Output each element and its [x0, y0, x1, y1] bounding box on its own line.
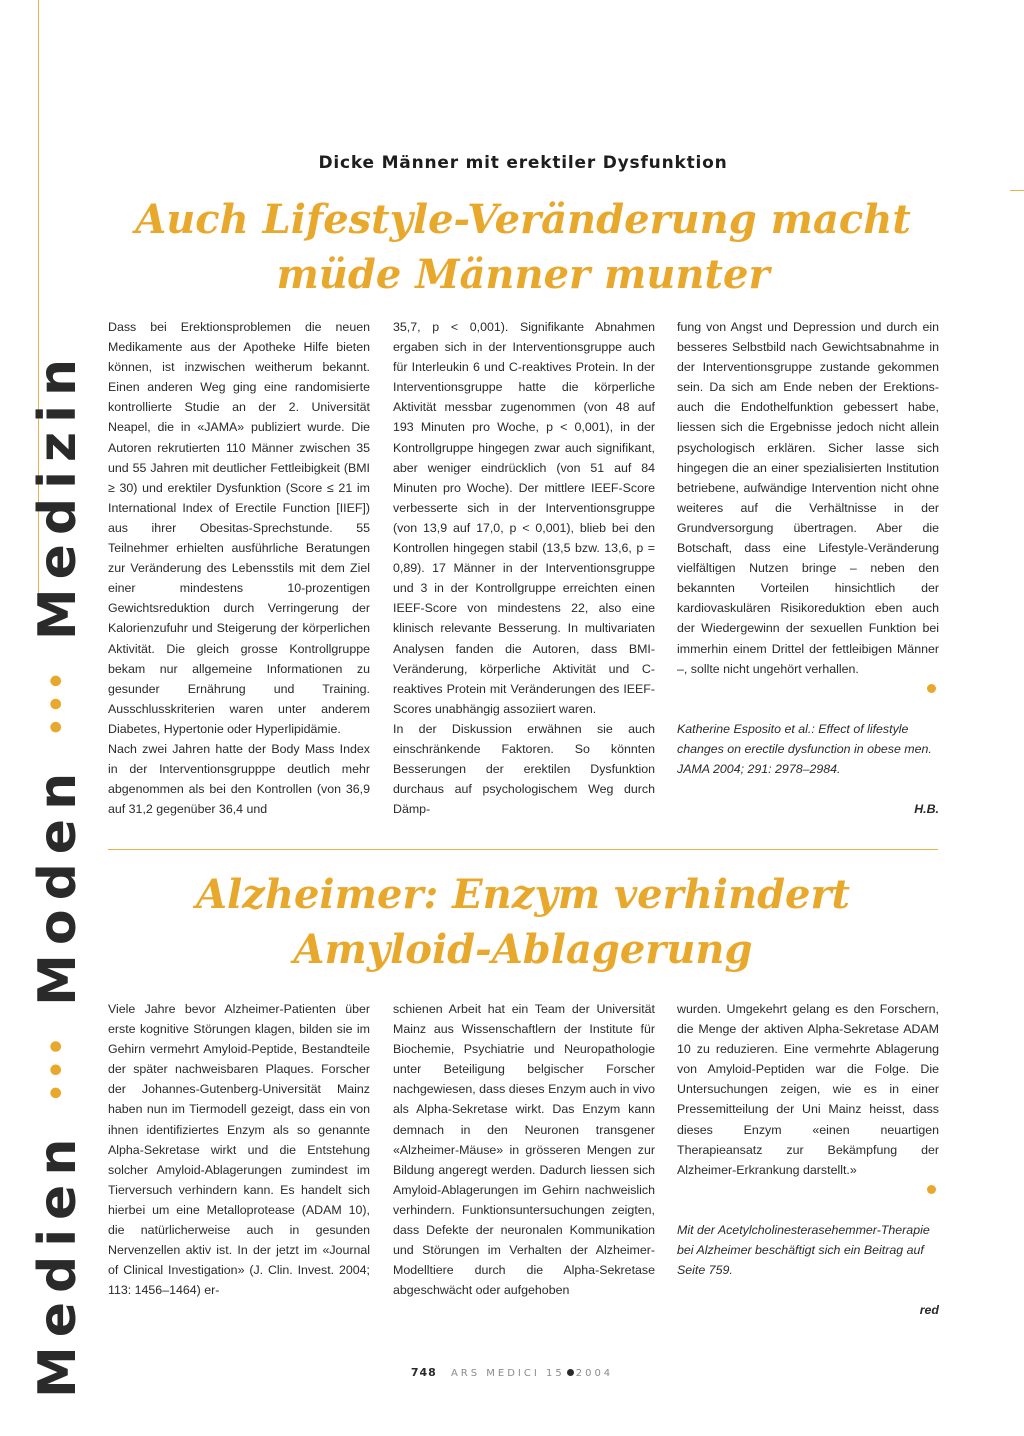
article2-end-mark [677, 1180, 939, 1200]
section-label [28, 349, 88, 1398]
article1-title-line1: Auch Lifestyle-Veränderung macht [135, 196, 911, 243]
article1-col2-paragraph-2: In der Diskussion erwähnen sie auch einschränkende Faktoren. So könnten Besserungen der erektilen Dysfunktion durchaus auf psychologischem Weg durch Dämp- [393, 721, 655, 817]
article1-column-1 [108, 317, 370, 819]
article2-title [108, 867, 938, 977]
article1-col2-paragraph: 35,7, p < 0,001). Signifikante Abnahmen ergaben sich in der Interventionsgruppe auch für Interleukin 6 und C-reaktives Protein. In der Interventionsgruppe hatte die körperliche Aktivität messbar zugenommen (von 48 auf 193 Minuten pro Woche, p < 0,001), in der Kontrollgruppe hingegen zwar auch signifikant, aber weniger eindrücklich (von 51 auf 84 Minuten pro Woche). Der mittlere IEEF-Score verbesserte sich in der Interventionsgruppe (von 13,9 auf 17,0, p < 0,001), blieb bei den Kontrollen hingegen stabil (13,5 bzw. 13,6, p = 0,89). 17 Männer in der Interventionsgruppe und 3 in der Kontrollgruppe erreichten einen IEEF-Score von mindestens 22, also eine klinisch relevante Besserung. In multivariaten Analysen fanden die Autoren, dass BMI-Veränderung, körperliche Aktivität und C-reaktives Protein mit Veränderungen des IEEF-Scores unabhängig assoziiert waren. [393, 320, 655, 716]
article2-col2-paragraph: schienen Arbeit hat ein Team der Universität Mainz aus Wissenschaftlern der Institute für Biochemie, Psychiatrie und Neuropathologie unter Beteiligung belgischer Forscher nachgewiesen, dass dieses Enzym auch in vivo als Alpha-Sekretase wirkt. Das Enzym kann demnach in den Neuronen transgener «Alzheimer-Mäuse» in grösseren Mengen zur Bildung angeregt werden. Dadurch liessen sich Amyloid-Ablagerungen im Gehirn nachweislich verhindern. Funktionsuntersuchungen zeigten, dass Defekte der neuronalen Kommunikation und Störungen im Verhalten der Alzheimer-Modelltiere durch die Alpha-Sekretase abgeschwächt oder aufgehoben [393, 1002, 655, 1298]
section-label-moden: Moden [28, 763, 88, 1006]
article1-column-2 [393, 317, 655, 819]
article1-title [108, 192, 938, 302]
journal-name: ARS MEDICI 15 [450, 1368, 565, 1379]
page-number: 748 [410, 1366, 437, 1379]
article1-reference: Katherine Esposito et al.: Effect of lifestyle changes on erectile dysfunction in obese men. JAMA 2004; 291: 2978–2984. [677, 721, 932, 776]
right-accent-tick [1010, 190, 1024, 191]
article1-col1-paragraph-2: Nach zwei Jahren hatte der Body Mass Index in der Interventionsgrupppe deutlich mehr abgenommen als bei den Kontrollen (von 36,9 auf 31,2 gegenüber 36,4 und [108, 741, 370, 817]
section-separator-1: ••• [40, 1033, 75, 1103]
article1-kicker: Dicke Männer mit erektiler Dysfunktion [318, 153, 728, 173]
article1-title-line2: müde Männer munter [276, 251, 770, 298]
footer-dot-icon [567, 1369, 574, 1376]
article2-column-1 [108, 999, 370, 1300]
section-label-medien: Medien [28, 1129, 88, 1398]
article1-end-mark [677, 679, 939, 699]
article2-reference: Mit der Acetylcholinesterasehemmer-Therapie bei Alzheimer beschäftigt sich ein Beitrag auf Seite 759. [677, 1222, 930, 1278]
article2-col3-paragraph: wurden. Umgekehrt gelang es den Forschern, die Menge der aktiven Alpha-Sekretase ADAM 10 zu reduzieren. Eine vermehrte Ablagerung von Amyloid-Peptiden war die Folge. Die Untersuchungen zeigen, wie es in einer Pressemitteilung der Uni Mainz heisst, dass dieses Enzym «einen neuartigen Therapieansatz zur Bekämpfung der Alzheimer-Erkrankung darstellt.» [677, 1002, 939, 1177]
article2-title-line2: Amyloid-Ablagerung [293, 926, 753, 973]
article2-column-3 [677, 999, 939, 1320]
article2-title-line1: Alzheimer: Enzym verhindert [195, 871, 851, 918]
article2-author: red [919, 1303, 939, 1318]
article1-column-3 [677, 317, 939, 819]
end-dot-icon [927, 684, 936, 693]
section-separator-2: ••• [40, 667, 75, 737]
article1-col3-paragraph: fung von Angst und Depression und durch ein besseres Selbstbild nach Gewichtsabnahme in der Interventionsgruppe zustande gekommen sein. Da sich am Ende neben der Erektions- auch die Endothelfunktion gebessert habe, liessen sich die Ergebnisse jedoch nicht allein psychologisch erklären. Sicher lasse sich hingegen die an einer spezialisierten Institution betriebene, aufwändige Intervention nicht ohne weiteres auf die Verhältnisse in der Grundversorgung übertragen. Aber die Botschaft, dass eine Lifestyle-Veränderung vielfältigen Nutzen bringe – neben den bekannten Vorteilen hinsichtlich der kardiovaskulären Risikoreduktion eben auch der Wiedergewinn der sexuellen Funktion bei immerhin einem Drittel der fettleibigen Männer –, sollte nicht ungehört verhallen. [677, 320, 939, 676]
end-dot-icon [927, 1185, 936, 1194]
section-label-medizin: Medizin [28, 349, 88, 641]
page-footer [0, 1366, 1024, 1379]
article1-author: H.B. [914, 801, 939, 816]
article2-column-2 [393, 999, 655, 1300]
article2-col1-paragraph: Viele Jahre bevor Alzheimer-Patienten über erste kognitive Störungen klagen, bilden sie im Gehirn vermehrt Amyloid-Peptide, Bestandteile der später nachweisbaren Plaques. Forscher der Johannes-Gutenberg-Universität Mainz haben nun im Tiermodell gezeigt, dass ein von ihnen identifiziertes Enzym als so genannte Alpha-Sekretase wirkt und die Entstehung solcher Amyloid-Ablagerungen zumindest im Tierversuch verhindern kann. Es handelt sich hierbei um eine Metalloprotease (ADAM 10), die natürlicherweise auch in gesunden Nervenzellen aktiv ist. In der jetzt im «Journal of Clinical Investigation» (J. Clin. Invest. 2004; 113: 1456–1464) er- [108, 1002, 370, 1298]
article-divider [108, 849, 938, 850]
article1-col1-paragraph: Dass bei Erektionsproblemen die neuen Medikamente aus der Apotheke Hilfe bieten können, ist inzwischen weitherum bekannt. Einen anderen Weg ging eine randomisierte kontrollierte Studie an der 2. Universität Neapel, die in «JAMA» publiziert wurde. Die Autoren rekrutierten 110 Männer zwischen 35 und 55 Jahren mit deutlicher Fettleibigkeit (BMI ≥ 30) und erektiler Dysfunktion (Score ≤ 21 im International Index of Erectile Function [IIEF]) aus ihrer Obesitas-Sprechstunde. 55 Teilnehmer erhielten ausführliche Beratungen zur Veränderung des Lebensstils mit dem Ziel einer mindestens 10-prozentigen Gewichtsreduktion durch Verringerung der Kalorienzufuhr und Steigerung der körperlichen Aktivität. Die gleich grosse Kontrollgruppe bekam nur allgemeine Informationen zu gesunder Ernährung und Training. Ausschlusskriterien waren unter anderem Diabetes, Hypertonie oder Hyperlipidämie. [108, 320, 370, 736]
journal-year: 2004 [575, 1368, 614, 1379]
